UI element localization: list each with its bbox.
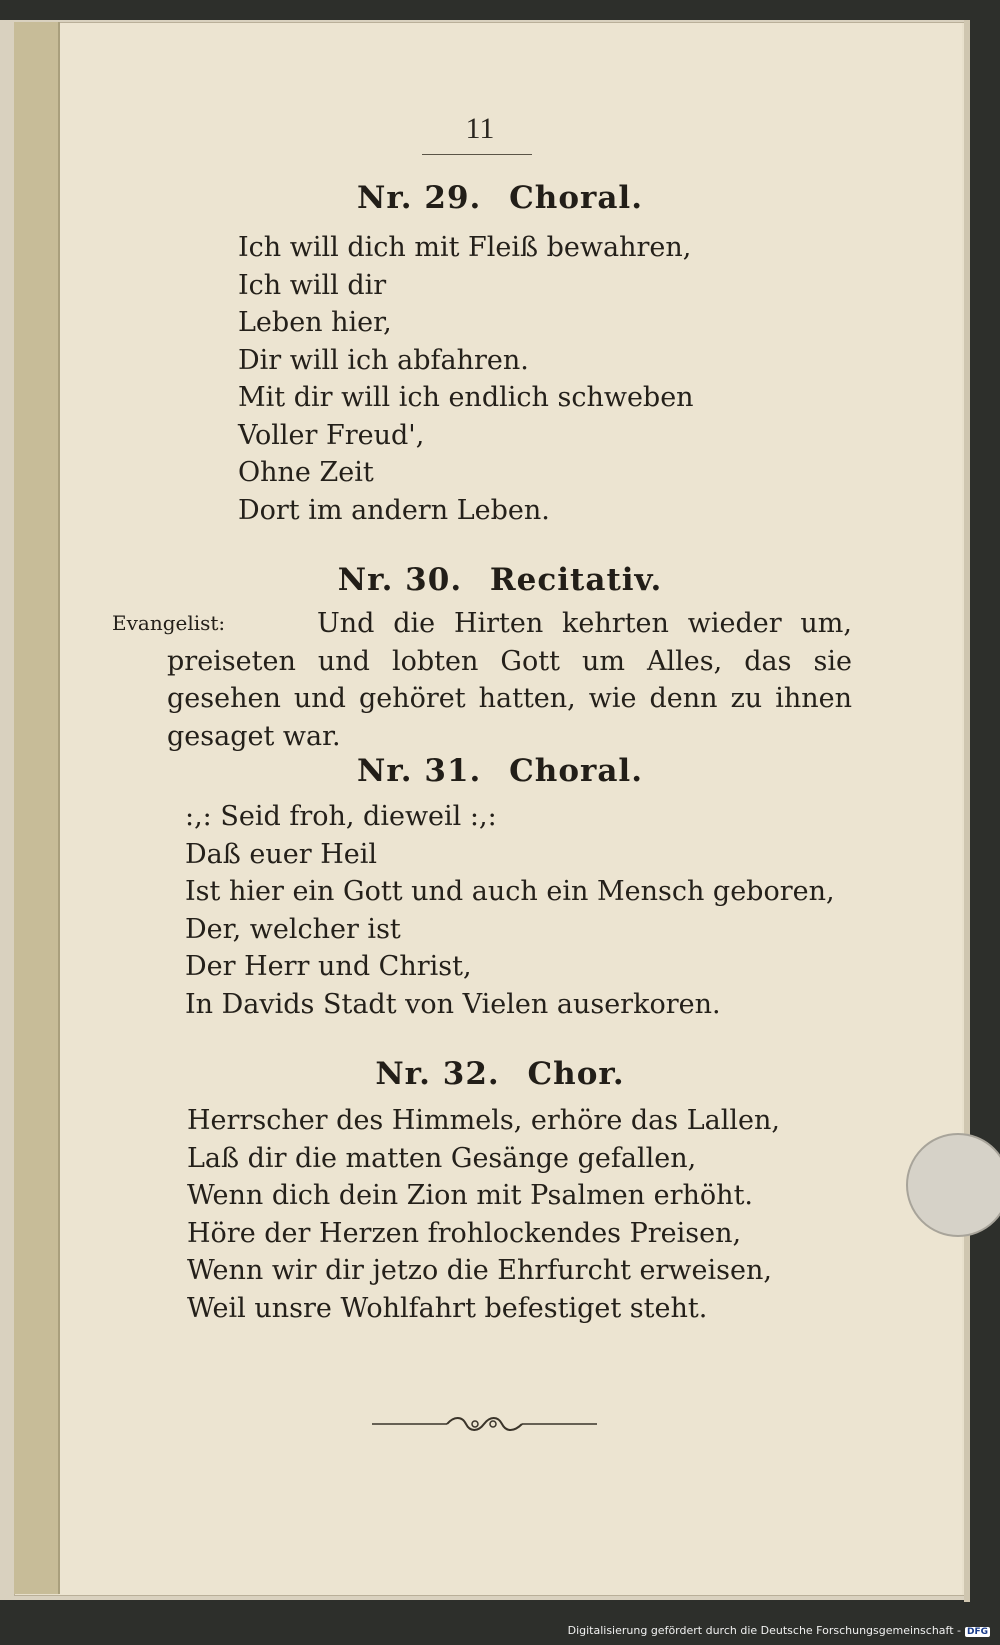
section-30-heading: [0, 562, 1000, 598]
section-31-verse: [185, 798, 835, 1023]
section-32-number: Nr. 32.: [375, 1056, 500, 1092]
credit-text: Digitalisierung gefördert durch die Deutsche Forschungsgemeinschaft -: [567, 1624, 961, 1637]
page-edge: [964, 20, 970, 1602]
section-29-title: Choral.: [509, 180, 644, 216]
verse-line: Leben hier,: [238, 307, 392, 338]
page-number-rule: [422, 154, 532, 155]
verse-line: Der Herr und Christ,: [185, 951, 472, 982]
digitization-credit: [568, 1624, 990, 1637]
speaker-label: Evangelist:: [112, 611, 226, 635]
verse-line: Herrscher des Himmels, erhöre das Lallen,: [187, 1105, 780, 1136]
thumb-clip-icon: [906, 1133, 1000, 1237]
section-31-heading: [0, 753, 1000, 789]
section-29-heading: [0, 180, 1000, 216]
verse-line: Wenn dich dein Zion mit Psalmen erhöht.: [187, 1180, 753, 1211]
dfg-logo: DFG: [966, 1627, 988, 1637]
section-32-verse: [187, 1102, 780, 1327]
verse-line: Höre der Herzen frohlockendes Preisen,: [187, 1217, 742, 1249]
section-29-verse: [238, 229, 694, 529]
verse-line: Ich will dich mit Fleiß bewahren,: [238, 232, 692, 263]
section-30-number: Nr. 30.: [337, 562, 463, 598]
verse-line: Der, welcher ist: [185, 913, 401, 945]
verse-line: Daß euer Heil: [185, 838, 377, 870]
section-31-title: Choral.: [509, 753, 644, 789]
section-30-title: Recitativ.: [489, 562, 663, 598]
verse-line: In Davids Stadt von Vielen auserkoren.: [185, 988, 721, 1020]
section-32-heading: [0, 1056, 1000, 1092]
verse-line: Weil unsre Wohlfahrt befestiget steht.: [187, 1292, 708, 1324]
verse-line: Dort im andern Leben.: [238, 494, 550, 526]
page-gutter: [14, 22, 60, 1594]
section-32-title: Chor.: [527, 1056, 625, 1092]
verse-line: Voller Freud',: [238, 419, 425, 451]
section-31-number: Nr. 31.: [356, 753, 482, 789]
verse-line: Ist hier ein Gott und auch ein Mensch geboren,: [185, 876, 835, 907]
ornament-divider-icon: [372, 1413, 597, 1435]
recitative-text: Und die Hirten kehrten wieder um, preiseten und lobten Gott um Alles, das sie gesehen und gehöret hatten, wie denn zu ihnen gesaget war.: [167, 608, 852, 752]
section-29-number: Nr. 29.: [356, 180, 482, 216]
verse-line: :,: Seid froh, dieweil :,:: [185, 801, 497, 832]
verse-line: Ohne Zeit: [238, 457, 374, 488]
verse-line: Wenn wir dir jetzo die Ehrfurcht erweisen,: [187, 1255, 772, 1286]
verse-line: Dir will ich abfahren.: [238, 344, 529, 376]
verse-line: Laß dir die matten Gesänge gefallen,: [187, 1142, 697, 1174]
page-number: 11: [465, 112, 495, 145]
verse-line: Ich will dir: [238, 269, 387, 301]
verse-line: Mit dir will ich endlich schweben: [238, 382, 694, 413]
